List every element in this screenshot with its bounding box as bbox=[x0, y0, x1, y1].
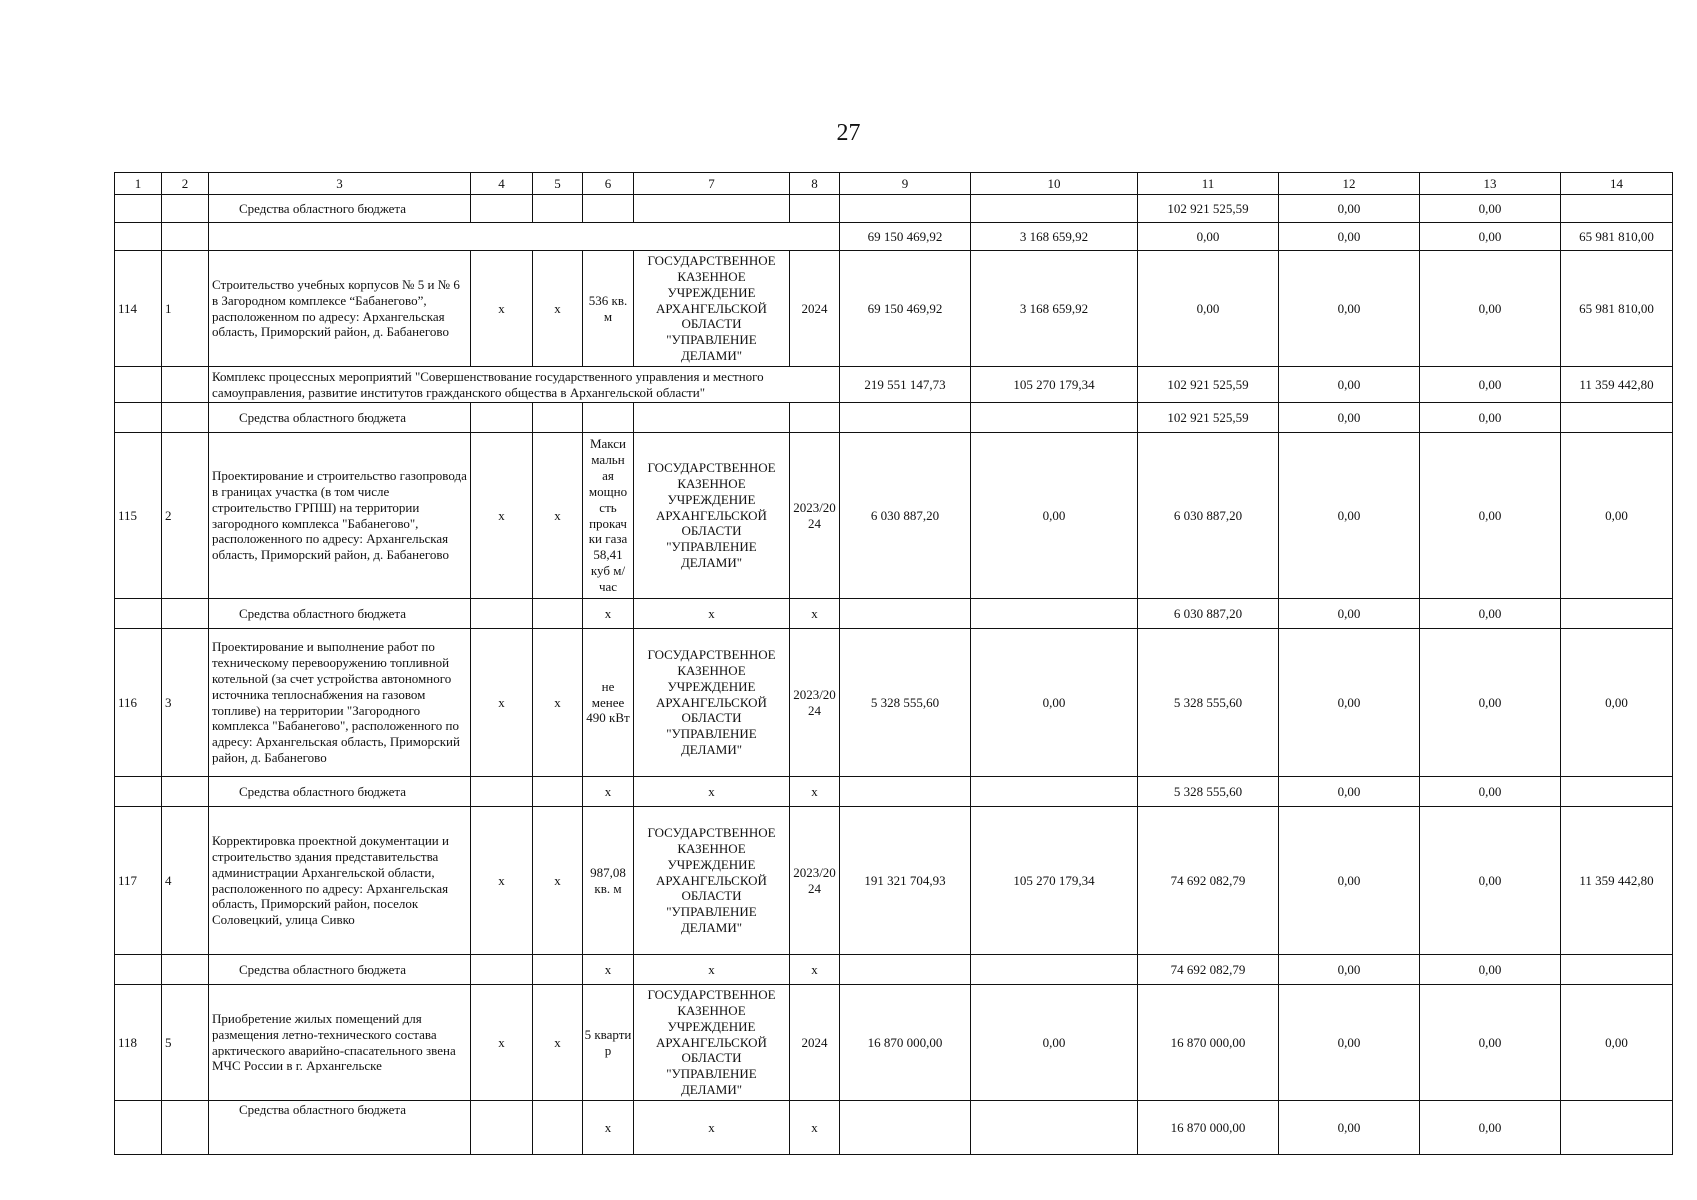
empty-cell bbox=[162, 223, 209, 251]
item-number: 4 bbox=[162, 807, 209, 955]
project-description: Проектирование и выполнение работ по техническому перевооружению топливной котельной (за счет устройства автономного источника теплоснабжения на газовом топливе) на территории "Загородного комплекса "Бабанегово", расположенного по адресу: Архангельская область, Приморский район, д. Бабанегово bbox=[209, 629, 471, 777]
column-number: 13 bbox=[1420, 173, 1561, 195]
empty-cell bbox=[471, 955, 533, 985]
amount-cell: 105 270 179,34 bbox=[971, 807, 1138, 955]
project-row bbox=[115, 251, 1673, 367]
amount-cell bbox=[840, 599, 971, 629]
item-number: 5 bbox=[162, 985, 209, 1101]
empty-cell bbox=[471, 777, 533, 807]
mark-cell bbox=[790, 195, 840, 223]
project-description: Корректировка проектной документации и строительство здания представительства администрации Архангельской области, расположенного по адресу: Архангельская область, Приморский район, поселок Соловецкий, улица Сивко bbox=[209, 807, 471, 955]
amount-cell: 0,00 bbox=[1279, 629, 1420, 777]
empty-cell bbox=[162, 195, 209, 223]
amount-cell: 0,00 bbox=[1279, 985, 1420, 1101]
amount-cell: 0,00 bbox=[1420, 985, 1561, 1101]
row-number: 114 bbox=[115, 251, 162, 367]
row-number: 115 bbox=[115, 433, 162, 599]
responsible-organization: ГОСУДАРСТВЕННОЕ КАЗЕННОЕ УЧРЕЖДЕНИЕ АРХАНГЕЛЬСКОЙ ОБЛАСТИ "УПРАВЛЕНИЕ ДЕЛАМИ" bbox=[634, 629, 790, 777]
empty-cell bbox=[162, 367, 209, 403]
mark-cell: х bbox=[533, 251, 583, 367]
mark-cell: х bbox=[471, 807, 533, 955]
responsible-organization: ГОСУДАРСТВЕННОЕ КАЗЕННОЕ УЧРЕЖДЕНИЕ АРХАНГЕЛЬСКОЙ ОБЛАСТИ "УПРАВЛЕНИЕ ДЕЛАМИ" bbox=[634, 985, 790, 1101]
empty-cell bbox=[533, 599, 583, 629]
budget-table bbox=[114, 172, 1673, 1155]
mark-cell: х bbox=[583, 955, 634, 985]
amount-cell: 0,00 bbox=[971, 629, 1138, 777]
amount-cell bbox=[971, 955, 1138, 985]
amount-cell: 0,00 bbox=[1279, 1101, 1420, 1155]
funding-source-row bbox=[115, 777, 1673, 807]
amount-cell: 219 551 147,73 bbox=[840, 367, 971, 403]
mark-cell: х bbox=[471, 985, 533, 1101]
row-number: 118 bbox=[115, 985, 162, 1101]
amount-cell: 3 168 659,92 bbox=[971, 251, 1138, 367]
mark-cell bbox=[634, 195, 790, 223]
mark-cell bbox=[634, 403, 790, 433]
capacity-cell: 536 кв. м bbox=[583, 251, 634, 367]
amount-cell: 0,00 bbox=[1420, 1101, 1561, 1155]
project-row bbox=[115, 985, 1673, 1101]
column-number: 10 bbox=[971, 173, 1138, 195]
empty-cell bbox=[471, 599, 533, 629]
empty-cell bbox=[533, 955, 583, 985]
amount-cell: 0,00 bbox=[1420, 777, 1561, 807]
complex-row bbox=[115, 367, 1673, 403]
empty-cell bbox=[471, 195, 533, 223]
empty-cell bbox=[533, 777, 583, 807]
empty-cell bbox=[533, 403, 583, 433]
funding-source-label: Средства областного бюджета bbox=[209, 1101, 471, 1155]
complex-title: Комплекс процессных мероприятий "Совершенствование государственного управления и местного самоуправления, развитие институтов гражданского общества в Архангельской области" bbox=[209, 367, 840, 403]
mark-cell: х bbox=[634, 1101, 790, 1155]
mark-cell: х bbox=[790, 1101, 840, 1155]
empty-cell bbox=[471, 1101, 533, 1155]
amount-cell bbox=[840, 1101, 971, 1155]
column-number: 14 bbox=[1561, 173, 1673, 195]
amount-cell: 0,00 bbox=[1420, 955, 1561, 985]
mark-cell: х bbox=[790, 777, 840, 807]
mark-cell bbox=[790, 403, 840, 433]
funding-source-row bbox=[115, 955, 1673, 985]
amount-cell: 0,00 bbox=[1420, 195, 1561, 223]
amount-cell: 11 359 442,80 bbox=[1561, 807, 1673, 955]
amount-cell: 16 870 000,00 bbox=[840, 985, 971, 1101]
amount-cell: 0,00 bbox=[1420, 433, 1561, 599]
mark-cell bbox=[583, 403, 634, 433]
item-number: 3 bbox=[162, 629, 209, 777]
column-number: 1 bbox=[115, 173, 162, 195]
amount-cell: 0,00 bbox=[1279, 955, 1420, 985]
amount-cell: 65 981 810,00 bbox=[1561, 223, 1673, 251]
column-number-row bbox=[115, 173, 1673, 195]
empty-cell bbox=[471, 403, 533, 433]
empty-cell bbox=[115, 777, 162, 807]
amount-cell bbox=[1561, 403, 1673, 433]
empty-cell bbox=[115, 195, 162, 223]
amount-cell: 74 692 082,79 bbox=[1138, 955, 1279, 985]
amount-cell: 0,00 bbox=[1561, 433, 1673, 599]
empty-cell bbox=[162, 403, 209, 433]
amount-cell: 102 921 525,59 bbox=[1138, 367, 1279, 403]
column-number: 5 bbox=[533, 173, 583, 195]
amount-cell: 0,00 bbox=[1279, 599, 1420, 629]
project-description: Проектирование и строительство газопровода в границах участка (в том числе строительство ГРПШ) на территории загородного комплекса "Бабанегово", расположенного по адресу: Архангельская область, Приморский район, д. Бабанегово bbox=[209, 433, 471, 599]
project-row bbox=[115, 807, 1673, 955]
empty-cell bbox=[115, 223, 162, 251]
amount-cell bbox=[1561, 599, 1673, 629]
amount-cell: 0,00 bbox=[1138, 223, 1279, 251]
responsible-organization: ГОСУДАРСТВЕННОЕ КАЗЕННОЕ УЧРЕЖДЕНИЕ АРХАНГЕЛЬСКОЙ ОБЛАСТИ "УПРАВЛЕНИЕ ДЕЛАМИ" bbox=[634, 807, 790, 955]
funding-source-row bbox=[115, 403, 1673, 433]
amount-cell: 0,00 bbox=[1420, 599, 1561, 629]
amount-cell bbox=[971, 195, 1138, 223]
amount-cell: 74 692 082,79 bbox=[1138, 807, 1279, 955]
mark-cell: х bbox=[471, 629, 533, 777]
column-number: 7 bbox=[634, 173, 790, 195]
column-number: 3 bbox=[209, 173, 471, 195]
period-cell: 2023/20 24 bbox=[790, 807, 840, 955]
amount-cell: 102 921 525,59 bbox=[1138, 195, 1279, 223]
amount-cell: 0,00 bbox=[1279, 433, 1420, 599]
mark-cell: х bbox=[790, 955, 840, 985]
amount-cell bbox=[1561, 195, 1673, 223]
amount-cell bbox=[1561, 1101, 1673, 1155]
amount-cell: 0,00 bbox=[1279, 251, 1420, 367]
mark-cell: х bbox=[533, 629, 583, 777]
row-number: 117 bbox=[115, 807, 162, 955]
mark-cell: х bbox=[583, 599, 634, 629]
period-cell: 2023/20 24 bbox=[790, 433, 840, 599]
amount-cell: 65 981 810,00 bbox=[1561, 251, 1673, 367]
empty-cell bbox=[162, 777, 209, 807]
amount-cell bbox=[840, 777, 971, 807]
item-number: 1 bbox=[162, 251, 209, 367]
amount-cell: 102 921 525,59 bbox=[1138, 403, 1279, 433]
column-number: 4 bbox=[471, 173, 533, 195]
amount-cell: 3 168 659,92 bbox=[971, 223, 1138, 251]
mark-cell: х bbox=[471, 251, 533, 367]
amount-cell: 5 328 555,60 bbox=[840, 629, 971, 777]
amount-cell: 0,00 bbox=[1420, 629, 1561, 777]
amount-cell: 0,00 bbox=[1420, 403, 1561, 433]
item-number: 2 bbox=[162, 433, 209, 599]
row-number: 116 bbox=[115, 629, 162, 777]
amount-cell bbox=[840, 403, 971, 433]
amount-cell: 0,00 bbox=[1138, 251, 1279, 367]
mark-cell: х bbox=[790, 599, 840, 629]
mark-cell: х bbox=[533, 985, 583, 1101]
empty-cell bbox=[209, 223, 840, 251]
amount-cell: 0,00 bbox=[971, 433, 1138, 599]
project-row bbox=[115, 433, 1673, 599]
amount-cell bbox=[1561, 777, 1673, 807]
responsible-organization: ГОСУДАРСТВЕННОЕ КАЗЕННОЕ УЧРЕЖДЕНИЕ АРХАНГЕЛЬСКОЙ ОБЛАСТИ "УПРАВЛЕНИЕ ДЕЛАМИ" bbox=[634, 251, 790, 367]
capacity-cell: Макси мальн ая мощно сть прокач ки газа 58,41 куб м/час bbox=[583, 433, 634, 599]
funding-source-label: Средства областного бюджета bbox=[209, 195, 471, 223]
empty-cell bbox=[533, 195, 583, 223]
empty-cell bbox=[533, 1101, 583, 1155]
empty-cell bbox=[162, 955, 209, 985]
mark-cell bbox=[583, 195, 634, 223]
empty-cell bbox=[115, 1101, 162, 1155]
funding-source-label: Средства областного бюджета bbox=[209, 777, 471, 807]
empty-cell bbox=[115, 599, 162, 629]
responsible-organization: ГОСУДАРСТВЕННОЕ КАЗЕННОЕ УЧРЕЖДЕНИЕ АРХАНГЕЛЬСКОЙ ОБЛАСТИ "УПРАВЛЕНИЕ ДЕЛАМИ" bbox=[634, 433, 790, 599]
amount-cell: 105 270 179,34 bbox=[971, 367, 1138, 403]
empty-cell bbox=[115, 367, 162, 403]
funding-source-label: Средства областного бюджета bbox=[209, 403, 471, 433]
amount-cell: 0,00 bbox=[1420, 807, 1561, 955]
amount-cell: 0,00 bbox=[1279, 807, 1420, 955]
period-cell: 2023/20 24 bbox=[790, 629, 840, 777]
empty-cell bbox=[162, 1101, 209, 1155]
column-number: 11 bbox=[1138, 173, 1279, 195]
amount-cell: 0,00 bbox=[971, 985, 1138, 1101]
amount-cell: 69 150 469,92 bbox=[840, 223, 971, 251]
amount-cell: 191 321 704,93 bbox=[840, 807, 971, 955]
amount-cell: 5 328 555,60 bbox=[1138, 777, 1279, 807]
funding-source-label: Средства областного бюджета bbox=[209, 955, 471, 985]
amount-cell bbox=[971, 777, 1138, 807]
mark-cell: х bbox=[634, 777, 790, 807]
mark-cell: х bbox=[634, 599, 790, 629]
amount-cell bbox=[971, 1101, 1138, 1155]
capacity-cell: 987,08 кв. м bbox=[583, 807, 634, 955]
empty-cell bbox=[115, 403, 162, 433]
funding-source-label: Средства областного бюджета bbox=[209, 599, 471, 629]
amount-cell: 6 030 887,20 bbox=[1138, 433, 1279, 599]
funding-source-row bbox=[115, 599, 1673, 629]
project-row bbox=[115, 629, 1673, 777]
amount-cell: 5 328 555,60 bbox=[1138, 629, 1279, 777]
amount-cell bbox=[840, 955, 971, 985]
amount-cell bbox=[1561, 955, 1673, 985]
amount-cell: 69 150 469,92 bbox=[840, 251, 971, 367]
mark-cell: х bbox=[583, 1101, 634, 1155]
project-description: Приобретение жилых помещений для размещения летно-технического состава арктического аварийно-спасательного звена МЧС России в г. Архангельске bbox=[209, 985, 471, 1101]
period-cell: 2024 bbox=[790, 985, 840, 1101]
amount-cell: 0,00 bbox=[1561, 629, 1673, 777]
amount-cell bbox=[971, 403, 1138, 433]
column-number: 12 bbox=[1279, 173, 1420, 195]
column-number: 8 bbox=[790, 173, 840, 195]
project-description: Строительство учебных корпусов № 5 и № 6 в Загородном комплексе “Бабанегово”, расположенном по адресу: Архангельская область, Приморский район, д. Бабанегово bbox=[209, 251, 471, 367]
empty-cell bbox=[115, 955, 162, 985]
amount-cell: 0,00 bbox=[1420, 367, 1561, 403]
capacity-cell: 5 кварти р bbox=[583, 985, 634, 1101]
period-cell: 2024 bbox=[790, 251, 840, 367]
column-number: 2 bbox=[162, 173, 209, 195]
amount-cell: 0,00 bbox=[1279, 195, 1420, 223]
amount-cell: 0,00 bbox=[1420, 223, 1561, 251]
amount-cell: 16 870 000,00 bbox=[1138, 985, 1279, 1101]
amount-cell: 6 030 887,20 bbox=[840, 433, 971, 599]
amount-cell: 0,00 bbox=[1279, 223, 1420, 251]
subtotal-row bbox=[115, 223, 1673, 251]
amount-cell bbox=[840, 195, 971, 223]
amount-cell bbox=[971, 599, 1138, 629]
mark-cell: х bbox=[471, 433, 533, 599]
empty-cell bbox=[162, 599, 209, 629]
mark-cell: х bbox=[533, 807, 583, 955]
page-number: 27 bbox=[836, 120, 861, 146]
capacity-cell: не менее 490 кВт bbox=[583, 629, 634, 777]
amount-cell: 6 030 887,20 bbox=[1138, 599, 1279, 629]
mark-cell: х bbox=[583, 777, 634, 807]
amount-cell: 16 870 000,00 bbox=[1138, 1101, 1279, 1155]
amount-cell: 0,00 bbox=[1279, 403, 1420, 433]
amount-cell: 0,00 bbox=[1279, 367, 1420, 403]
funding-source-row bbox=[115, 1101, 1673, 1155]
column-number: 9 bbox=[840, 173, 971, 195]
column-number: 6 bbox=[583, 173, 634, 195]
amount-cell: 0,00 bbox=[1420, 251, 1561, 367]
amount-cell: 0,00 bbox=[1279, 777, 1420, 807]
amount-cell: 11 359 442,80 bbox=[1561, 367, 1673, 403]
mark-cell: х bbox=[533, 433, 583, 599]
amount-cell: 0,00 bbox=[1561, 985, 1673, 1101]
mark-cell: х bbox=[634, 955, 790, 985]
funding-source-row bbox=[115, 195, 1673, 223]
